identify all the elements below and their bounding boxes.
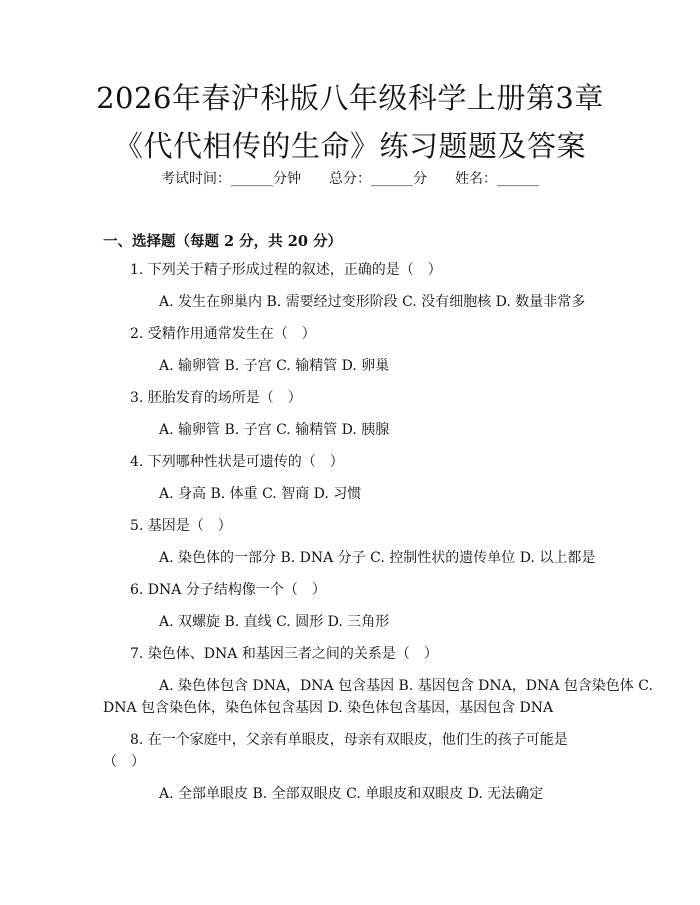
- page-title: 2026年春沪科版八年级科学上册第3章《代代相传的生命》练习题题及答案: [96, 81, 604, 163]
- question-stem: 6. DNA 分子结构像一个（ ）: [130, 582, 326, 598]
- question-options: A. 身高 B. 体重 C. 智商 D. 习惯: [159, 486, 362, 502]
- question-stem: 7. 染色体、DNA 和基因三者之间的关系是（ ）: [130, 646, 438, 662]
- question-stem: 8. 在一个家庭中，父亲有单眼皮，母亲有双眼皮，他们生的孩子可能是: [130, 732, 568, 748]
- question-options: A. 发生在卵巢内 B. 需要经过变形阶段 C. 没有细胞核 D. 数量非常多: [159, 294, 586, 310]
- question-stem: 2. 受精作用通常发生在（ ）: [130, 326, 316, 342]
- question-options: A. 染色体的一部分 B. DNA 分子 C. 控制性状的遗传单位 D. 以上都是: [159, 550, 596, 566]
- question-stem: 3. 胚胎发育的场所是（ ）: [130, 390, 302, 406]
- question-options: A. 全部单眼皮 B. 全部双眼皮 C. 单眼皮和双眼皮 D. 无法确定: [159, 786, 544, 802]
- section-heading: 一、选择题（每题 2 分，共 20 分）: [103, 233, 342, 250]
- question-stem: 5. 基因是（ ）: [130, 518, 232, 534]
- question-stem: 4. 下列哪种性状是可遗传的（ ）: [130, 454, 344, 470]
- question-options-continued: DNA 包含染色体，染色体包含基因 D. 染色体包含基因，基因包含 DNA: [103, 700, 554, 716]
- question-options: A. 输卵管 B. 子宫 C. 输精管 D. 胰腺: [159, 422, 390, 438]
- question-options: A. 双螺旋 B. 直线 C. 圆形 D. 三角形: [159, 614, 390, 630]
- question-options: A. 染色体包含 DNA，DNA 包含基因 B. 基因包含 DNA，DNA 包含染色体 C.: [159, 678, 653, 694]
- question-stem-continued: （ ）: [103, 754, 145, 770]
- question-options: A. 输卵管 B. 子宫 C. 输精管 D. 卵巢: [159, 358, 390, 374]
- question-stem: 1. 下列关于精子形成过程的叙述，正确的是（ ）: [130, 262, 442, 278]
- exam-info-line: 考试时间：______分钟 总分：______分 姓名：______: [161, 171, 539, 187]
